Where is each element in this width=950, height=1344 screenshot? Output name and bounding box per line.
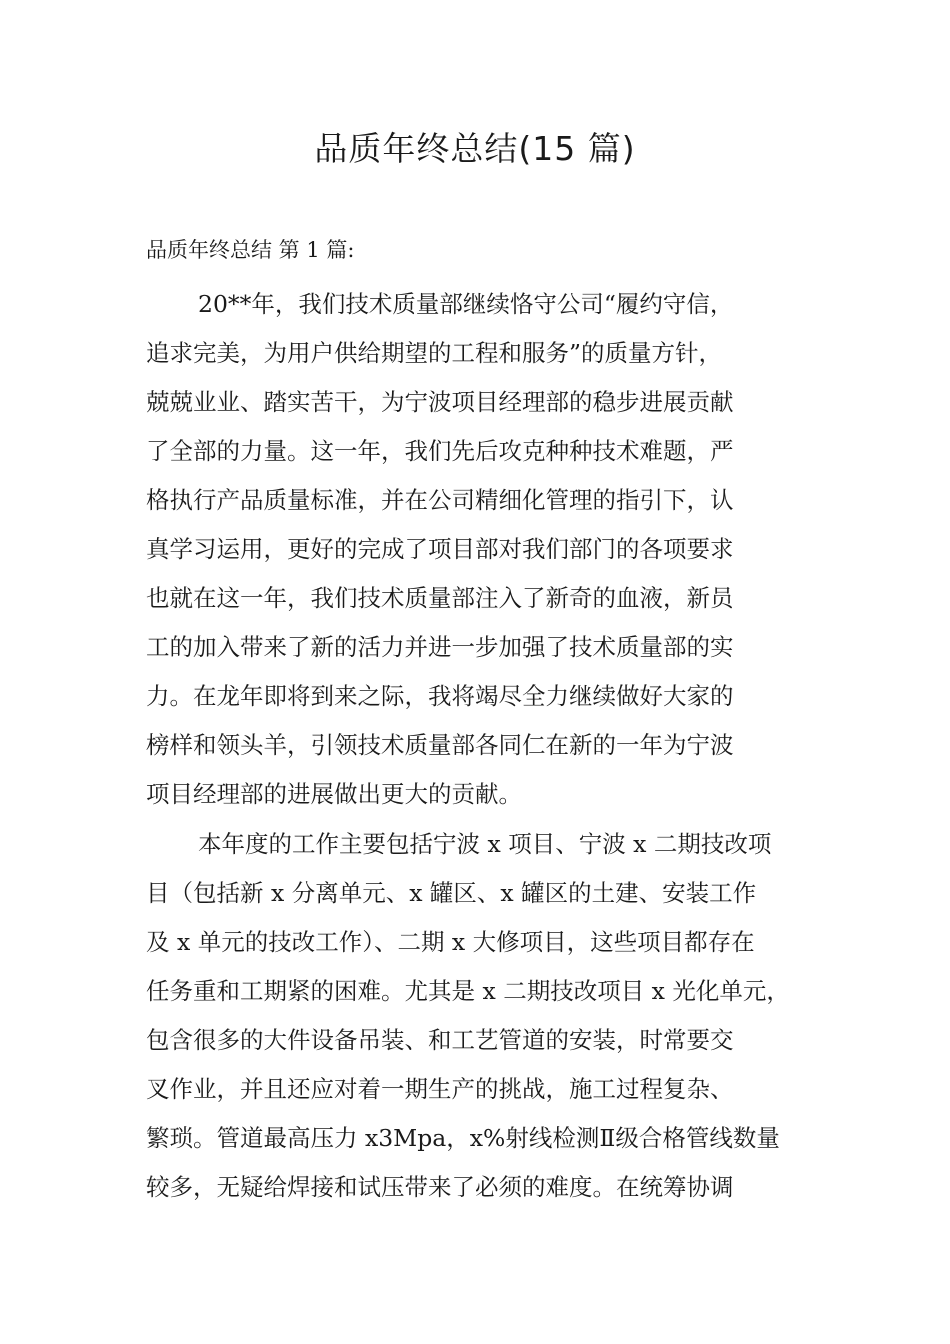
paragraph-line: 20**年，我们技术质量部继续恪守公司“履约守信， xyxy=(198,290,734,318)
paragraph-line: 包含很多的大件设备吊装、和工艺管道的安装，时常要交 xyxy=(146,1026,734,1054)
paragraph-2 xyxy=(146,820,826,1212)
paragraph-line: 任务重和工期紧的困难。尤其是 x 二期技改项目 x 光化单元， xyxy=(146,977,790,1005)
paragraph-line: 也就在这一年，我们技术质量部注入了新奇的血液，新员 xyxy=(146,584,734,612)
paragraph-line: 叉作业，并且还应对着一期生产的挑战，施工过程复杂、 xyxy=(146,1075,734,1103)
paragraph-line: 繁琐。管道最高压力 x3Mpa，x%射线检测Ⅱ级合格管线数量 xyxy=(146,1124,780,1152)
paragraph-1 xyxy=(146,280,826,819)
paragraph-line: 项目经理部的进展做出更大的贡献。 xyxy=(146,780,522,808)
paragraph-line: 力。在龙年即将到来之际，我将竭尽全力继续做好大家的 xyxy=(146,682,734,710)
paragraph-line: 真学习运用，更好的完成了项目部对我们部门的各项要求 xyxy=(146,535,734,563)
paragraph-line: 工的加入带来了新的活力并进一步加强了技术质量部的实 xyxy=(146,633,734,661)
paragraph-line: 追求完美，为用户供给期望的工程和服务”的质量方针， xyxy=(146,339,723,367)
paragraph-line: 格执行产品质量标准，并在公司精细化管理的指引下，认 xyxy=(146,486,734,514)
paragraph-line: 本年度的工作主要包括宁波 x 项目、宁波 x 二期技改项 xyxy=(198,830,772,858)
section-heading: 品质年终总结 第 1 篇: xyxy=(146,238,355,262)
paragraph-line: 较多，无疑给焊接和试压带来了必须的难度。在统筹协调 xyxy=(146,1173,734,1201)
paragraph-line: 榜样和领头羊，引领技术质量部各同仁在新的一年为宁波 xyxy=(146,731,734,759)
paragraph-line: 兢兢业业、踏实苦干，为宁波项目经理部的稳步进展贡献 xyxy=(146,388,734,416)
paragraph-line: 目（包括新 x 分离单元、x 罐区、x 罐区的土建、安装工作 xyxy=(146,879,757,907)
paragraph-line: 及 x 单元的技改工作）、二期 x 大修项目，这些项目都存在 xyxy=(146,928,755,956)
paragraph-line: 了全部的力量。这一年，我们先后攻克种种技术难题，严 xyxy=(146,437,734,465)
document-title: 品质年终总结(15 篇) xyxy=(314,129,636,168)
